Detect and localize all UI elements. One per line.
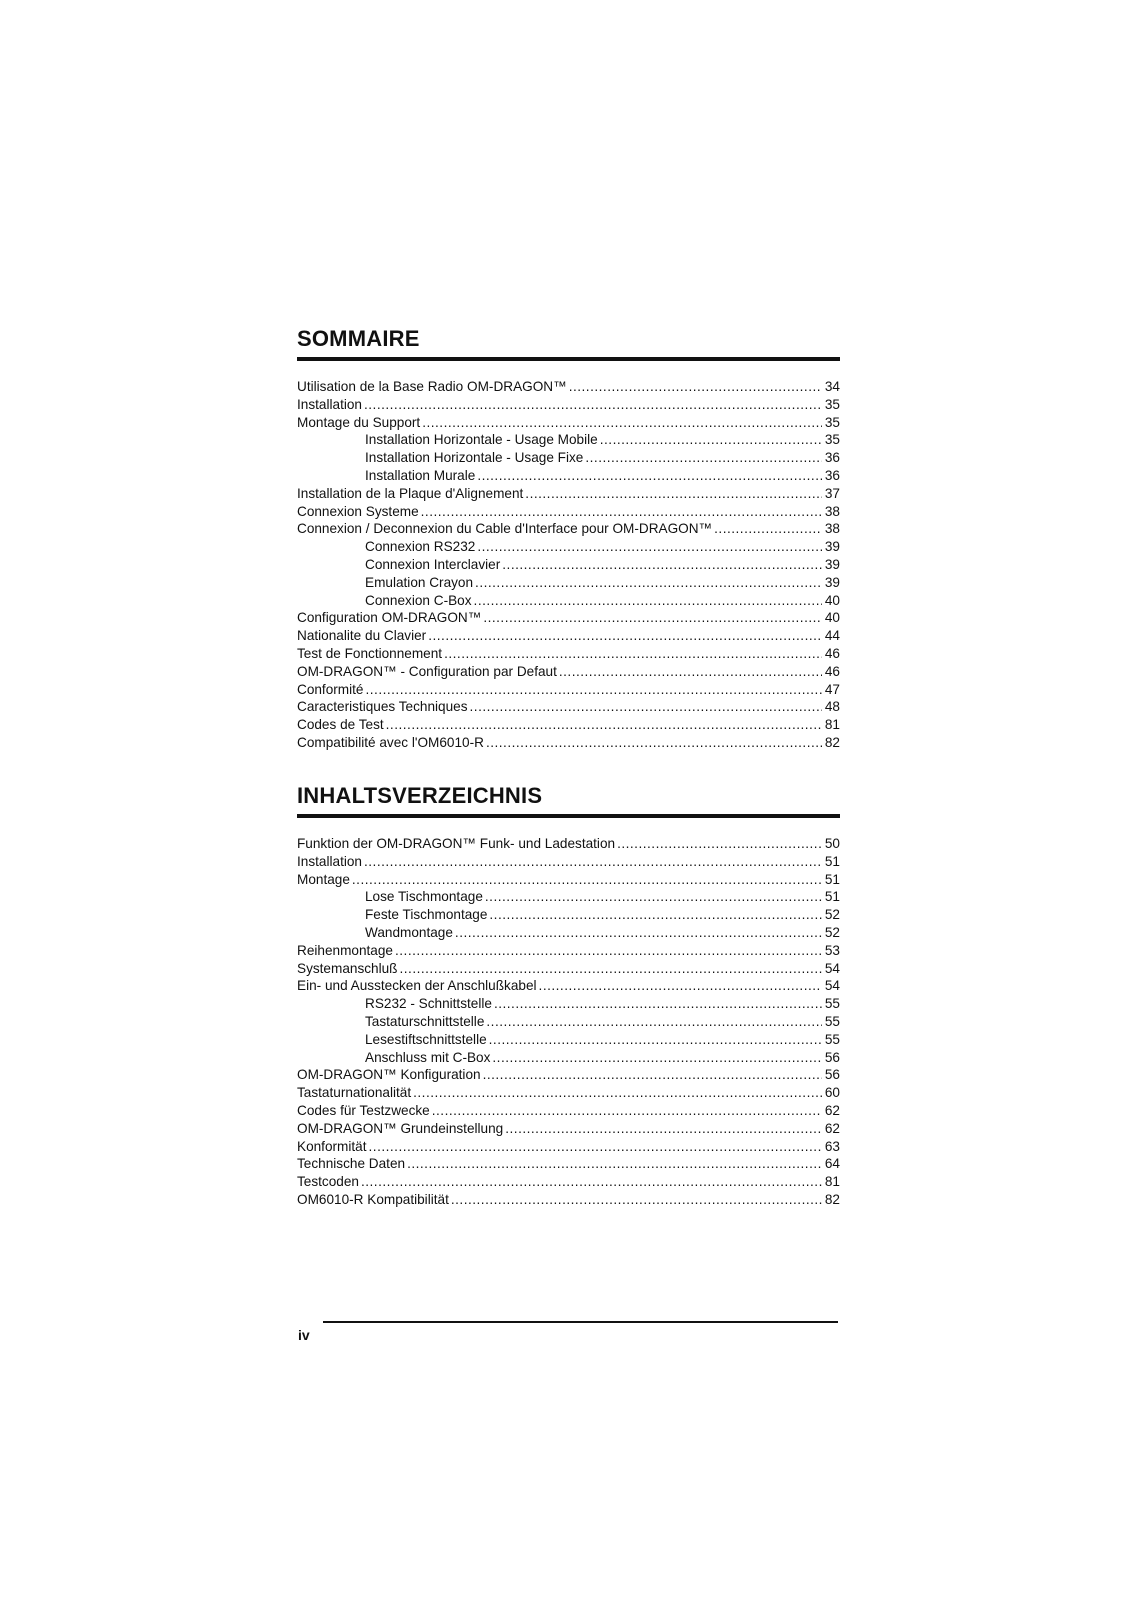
toc-entry-page: 34 xyxy=(824,379,840,394)
toc-entry-page: 54 xyxy=(824,960,840,976)
toc-dot-leader xyxy=(428,627,822,645)
toc-entry-page: 55 xyxy=(824,1031,840,1047)
toc-list-sommaire xyxy=(297,378,840,752)
toc-dot-leader xyxy=(475,574,822,592)
toc-entry-label: Anschluss mit C-Box xyxy=(365,1049,491,1065)
toc-entry-label: Konformität xyxy=(297,1138,367,1154)
toc-entry-page: 52 xyxy=(824,907,840,923)
toc-dot-leader xyxy=(477,538,822,556)
toc-entry xyxy=(297,556,840,574)
toc-dot-leader xyxy=(483,1066,822,1084)
toc-dot-leader xyxy=(569,378,822,396)
toc-entry-page: 36 xyxy=(824,450,840,466)
toc-dot-leader xyxy=(364,853,822,871)
toc-entry-page: 51 xyxy=(824,889,840,905)
toc-dot-leader xyxy=(407,1155,822,1173)
toc-entry-page: 62 xyxy=(824,1102,840,1118)
toc-entry-label: Connexion Systeme xyxy=(297,503,419,519)
toc-entry-label: Lesestiftschnittstelle xyxy=(365,1031,487,1047)
toc-entry-label: Installation xyxy=(297,396,362,412)
toc-list-inhaltsverzeichnis xyxy=(297,835,840,1209)
toc-section-inhaltsverzeichnis xyxy=(297,783,840,1209)
toc-entry-page: 56 xyxy=(824,1049,840,1065)
toc-dot-leader xyxy=(474,592,822,610)
footer-rule xyxy=(323,1321,838,1323)
toc-entry-label: Codes für Testzwecke xyxy=(297,1102,430,1118)
toc-dot-leader xyxy=(489,1031,822,1049)
toc-entry xyxy=(297,449,840,467)
toc-dot-leader xyxy=(444,645,822,663)
toc-entry xyxy=(297,924,840,942)
toc-entry xyxy=(297,1138,840,1156)
toc-dot-leader xyxy=(486,1013,822,1031)
toc-entry xyxy=(297,1049,840,1067)
toc-entry-label: Test de Fonctionnement xyxy=(297,645,443,661)
toc-entry xyxy=(297,1191,840,1209)
toc-entry xyxy=(297,592,840,610)
toc-entry-label: Tastaturnationalität xyxy=(297,1085,412,1101)
toc-dot-leader xyxy=(486,734,822,752)
toc-dot-leader xyxy=(455,924,822,942)
toc-dot-leader xyxy=(365,681,822,699)
toc-dot-leader xyxy=(505,1120,822,1138)
toc-entry-label: Funktion der OM-DRAGON™ Funk- und Ladestation xyxy=(297,836,616,851)
toc-dot-leader xyxy=(413,1084,822,1102)
toc-entry xyxy=(297,871,840,889)
toc-dot-leader xyxy=(352,871,822,889)
toc-dot-leader xyxy=(451,1191,822,1209)
toc-entry-page: 35 xyxy=(824,396,840,412)
toc-entry-page: 38 xyxy=(824,521,840,537)
section-title-sommaire: SOMMAIRE xyxy=(297,326,840,361)
toc-entry-page: 51 xyxy=(824,871,840,887)
toc-entry-page: 60 xyxy=(824,1085,840,1101)
toc-dot-leader xyxy=(502,556,822,574)
toc-dot-leader xyxy=(369,1138,822,1156)
toc-dot-leader xyxy=(714,520,822,538)
toc-entry-page: 48 xyxy=(824,699,840,715)
toc-dot-leader xyxy=(477,467,822,485)
toc-dot-leader xyxy=(600,431,822,449)
toc-entry-label: Connexion RS232 xyxy=(365,539,476,555)
toc-entry xyxy=(297,942,840,960)
toc-entry-label: Connexion C-Box xyxy=(365,592,472,608)
toc-entry-label: Ein- und Ausstecken der Anschlußkabel xyxy=(297,978,537,994)
toc-entry xyxy=(297,1031,840,1049)
toc-entry xyxy=(297,888,840,906)
toc-entry xyxy=(297,977,840,995)
toc-entry-label: Wandmontage xyxy=(365,924,453,940)
toc-dot-leader xyxy=(399,960,822,978)
toc-entry-page: 50 xyxy=(824,836,840,851)
toc-entry-label: Installation xyxy=(297,853,362,869)
toc-entry-page: 35 xyxy=(824,414,840,430)
toc-entry-page: 39 xyxy=(824,556,840,572)
toc-entry xyxy=(297,853,840,871)
toc-entry-page: 40 xyxy=(824,592,840,608)
toc-entry xyxy=(297,1155,840,1173)
toc-entry-label: Installation de la Plaque d'Alignement xyxy=(297,485,524,501)
toc-entry-label: Caracteristiques Techniques xyxy=(297,699,468,715)
toc-entry-label: Connexion Interclavier xyxy=(365,556,501,572)
toc-entry-page: 46 xyxy=(824,663,840,679)
section-title-inhaltsverzeichnis: INHALTSVERZEICHNIS xyxy=(297,783,840,818)
toc-entry xyxy=(297,645,840,663)
toc-entry-page: 55 xyxy=(824,1013,840,1029)
toc-entry xyxy=(297,1120,840,1138)
toc-entry-label: Installation Horizontale - Usage Fixe xyxy=(365,450,584,466)
toc-entry-page: 51 xyxy=(824,853,840,869)
toc-entry-page: 47 xyxy=(824,681,840,697)
toc-entry xyxy=(297,396,840,414)
toc-dot-leader xyxy=(361,1173,822,1191)
toc-entry xyxy=(297,538,840,556)
toc-entry xyxy=(297,467,840,485)
toc-entry-page: 64 xyxy=(824,1156,840,1172)
toc-entry-page: 39 xyxy=(824,574,840,590)
toc-entry-page: 36 xyxy=(824,467,840,483)
toc-entry-page: 82 xyxy=(824,1191,840,1207)
toc-entry xyxy=(297,485,840,503)
toc-dot-leader xyxy=(386,716,822,734)
toc-entry xyxy=(297,627,840,645)
toc-dot-leader xyxy=(421,503,822,521)
toc-dot-leader xyxy=(492,1049,822,1067)
toc-entry xyxy=(297,520,840,538)
toc-entry-label: Emulation Crayon xyxy=(365,574,474,590)
toc-entry-label: Conformité xyxy=(297,681,364,697)
toc-dot-leader xyxy=(364,396,822,414)
toc-entry-label: Reihenmontage xyxy=(297,942,393,958)
toc-dot-leader xyxy=(489,906,822,924)
toc-entry xyxy=(297,995,840,1013)
toc-entry-label: OM-DRAGON™ Konfiguration xyxy=(297,1067,481,1083)
toc-entry xyxy=(297,574,840,592)
toc-entry-page: 53 xyxy=(824,942,840,958)
toc-entry-label: Configuration OM-DRAGON™ xyxy=(297,610,482,626)
toc-entry-page: 52 xyxy=(824,924,840,940)
toc-entry-label: OM-DRAGON™ Grundeinstellung xyxy=(297,1120,504,1136)
toc-entry-page: 39 xyxy=(824,539,840,555)
toc-entry xyxy=(297,960,840,978)
toc-entry xyxy=(297,835,840,853)
toc-dot-leader xyxy=(395,942,822,960)
toc-dot-leader xyxy=(485,888,822,906)
toc-entry-label: OM-DRAGON™ - Configuration par Defaut xyxy=(297,663,557,679)
toc-dot-leader xyxy=(432,1102,822,1120)
toc-entry-page: 44 xyxy=(824,628,840,644)
toc-entry-label: Compatibilité avec l'OM6010-R xyxy=(297,734,484,750)
toc-entry xyxy=(297,906,840,924)
toc-entry-page: 81 xyxy=(824,717,840,733)
toc-entry-page: 55 xyxy=(824,996,840,1012)
toc-entry-label: Technische Daten xyxy=(297,1156,406,1172)
toc-dot-leader xyxy=(494,995,822,1013)
toc-entry xyxy=(297,1066,840,1084)
toc-dot-leader xyxy=(470,698,822,716)
toc-entry-page: 35 xyxy=(824,432,840,448)
toc-entry xyxy=(297,663,840,681)
toc-dot-leader xyxy=(525,485,822,503)
toc-entry-label: Feste Tischmontage xyxy=(365,907,488,923)
toc-dot-leader xyxy=(617,835,822,853)
toc-dot-leader xyxy=(585,449,822,467)
toc-dot-leader xyxy=(483,609,822,627)
toc-entry-label: OM6010-R Kompatibilität xyxy=(297,1191,449,1207)
toc-entry-page: 54 xyxy=(824,978,840,994)
toc-entry-label: Montage xyxy=(297,871,350,887)
toc-entry xyxy=(297,734,840,752)
toc-entry xyxy=(297,378,840,396)
toc-entry-label: Tastaturschnittstelle xyxy=(365,1013,485,1029)
toc-entry-label: Codes de Test xyxy=(297,717,384,733)
toc-entry-page: 38 xyxy=(824,503,840,519)
toc-entry xyxy=(297,681,840,699)
toc-entry xyxy=(297,609,840,627)
toc-entry-page: 40 xyxy=(824,610,840,626)
toc-dot-leader xyxy=(559,663,822,681)
toc-dot-leader xyxy=(422,414,822,432)
toc-entry-label: Installation Murale xyxy=(365,467,476,483)
toc-entry-page: 82 xyxy=(824,734,840,750)
toc-entry-label: Connexion / Deconnexion du Cable d'Interface pour OM-DRAGON™ xyxy=(297,521,713,537)
toc-entry-page: 63 xyxy=(824,1138,840,1154)
toc-entry xyxy=(297,1084,840,1102)
toc-entry-page: 62 xyxy=(824,1120,840,1136)
toc-entry xyxy=(297,1173,840,1191)
toc-entry-label: Utilisation de la Base Radio OM-DRAGON™ xyxy=(297,379,567,394)
page-number: iv xyxy=(298,1327,310,1343)
toc-section-sommaire xyxy=(297,326,840,752)
toc-entry-label: Installation Horizontale - Usage Mobile xyxy=(365,432,598,448)
toc-entry-label: Lose Tischmontage xyxy=(365,889,483,905)
toc-entry xyxy=(297,716,840,734)
toc-entry-label: Systemanschluß xyxy=(297,960,398,976)
toc-entry-label: RS232 - Schnittstelle xyxy=(365,996,492,1012)
toc-entry xyxy=(297,1013,840,1031)
toc-entry-page: 81 xyxy=(824,1174,840,1190)
toc-dot-leader xyxy=(539,977,822,995)
toc-entry xyxy=(297,503,840,521)
toc-entry xyxy=(297,414,840,432)
toc-entry xyxy=(297,698,840,716)
toc-entry xyxy=(297,431,840,449)
toc-entry-label: Testcoden xyxy=(297,1174,359,1190)
toc-entry-label: Montage du Support xyxy=(297,414,421,430)
toc-entry-page: 56 xyxy=(824,1067,840,1083)
toc-entry-label: Nationalite du Clavier xyxy=(297,628,427,644)
toc-entry xyxy=(297,1102,840,1120)
toc-entry-page: 46 xyxy=(824,645,840,661)
toc-entry-page: 37 xyxy=(824,485,840,501)
